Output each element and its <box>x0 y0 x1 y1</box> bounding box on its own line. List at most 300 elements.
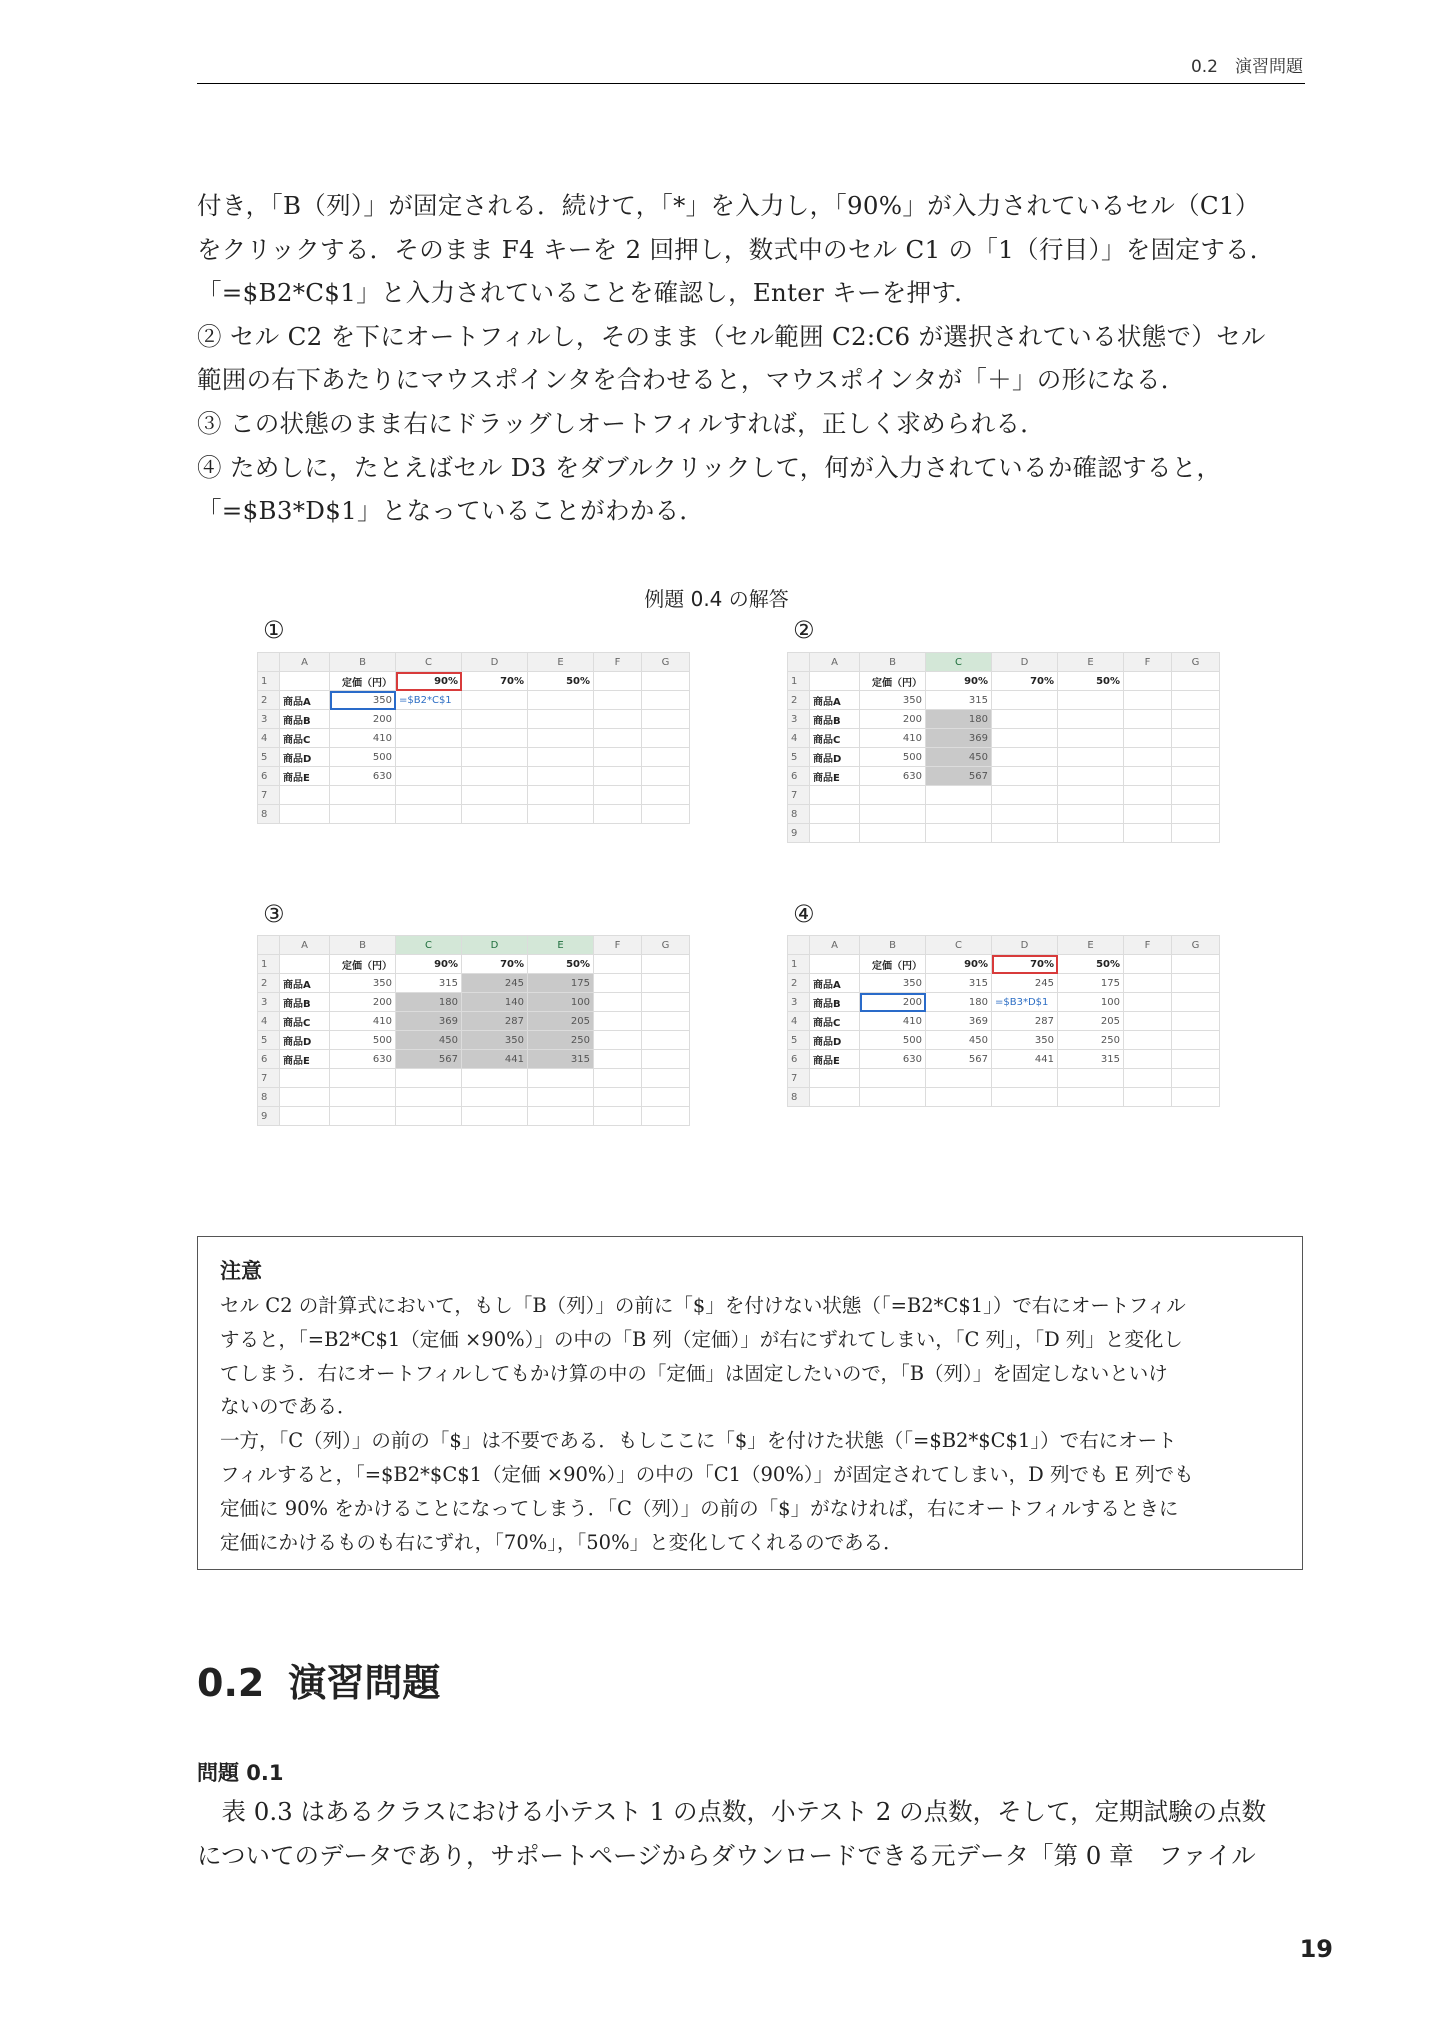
sheet-cell <box>528 710 594 729</box>
running-header: 0.2 演習問題 <box>1190 57 1303 77</box>
row-header: 7 <box>258 1069 280 1088</box>
sheet-cell <box>528 1069 594 1088</box>
sheet-cell <box>462 767 528 786</box>
sheet-cell <box>642 1012 690 1031</box>
sheet-cell <box>528 748 594 767</box>
sheet-cell: 90% <box>926 672 992 691</box>
column-header: F <box>1124 653 1172 672</box>
sheet-cell <box>860 824 926 843</box>
note-line: すると，「=B2*C$1（定価 ×90%）」の中の「B 列（定価）」が右にずれてしまい，「C 列」，「D 列」と変化し <box>220 1327 1183 1351</box>
sheet-cell: 315 <box>1058 1050 1124 1069</box>
page-number: 19 <box>1299 1935 1333 1963</box>
sheet-cell: 287 <box>992 1012 1058 1031</box>
column-header <box>258 653 280 672</box>
sheet-cell <box>280 805 330 824</box>
row-header: 5 <box>788 1031 810 1050</box>
row-header: 9 <box>258 1107 280 1126</box>
sheet-cell <box>860 1088 926 1107</box>
sheet-cell <box>1172 767 1220 786</box>
header-rule <box>197 83 1305 84</box>
row-header: 2 <box>258 974 280 993</box>
problem-line: 表 0.3 はあるクラスにおける小テスト 1 の点数，小テスト 2 の点数，そして，定期試験の点数 <box>221 1797 1267 1826</box>
sheet-cell <box>330 786 396 805</box>
row-header: 5 <box>258 1031 280 1050</box>
sheet-cell <box>992 786 1058 805</box>
sheet-cell: 315 <box>528 1050 594 1069</box>
sheet-cell <box>642 710 690 729</box>
sheet-cell: 350 <box>462 1031 528 1050</box>
sheet-cell <box>462 786 528 805</box>
sheet-cell: 350 <box>860 691 926 710</box>
note-line: てしまう．右にオートフィルしてもかけ算の中の「定価」は固定したいので，「B（列）」を固定しないといけ <box>220 1361 1168 1385</box>
sheet-cell: 205 <box>528 1012 594 1031</box>
sheet-cell: 175 <box>528 974 594 993</box>
sheet-cell <box>992 710 1058 729</box>
sheet-cell <box>992 805 1058 824</box>
problem-line: についてのデータであり，サポートページからダウンロードできる元データ「第 0 章 ファイル <box>197 1840 1256 1870</box>
sheet-cell <box>642 1069 690 1088</box>
column-header: F <box>594 653 642 672</box>
sheet-cell <box>594 805 642 824</box>
sheet-cell: 100 <box>528 993 594 1012</box>
sheet-cell <box>992 748 1058 767</box>
sheet-cell: 450 <box>926 1031 992 1050</box>
spreadsheet-step-4 <box>787 935 1220 1107</box>
row-header: 1 <box>788 955 810 974</box>
row-header: 5 <box>258 748 280 767</box>
sheet-cell: 定価（円） <box>330 955 396 974</box>
sheet-cell: 定価（円） <box>860 672 926 691</box>
sheet-cell: 630 <box>860 1050 926 1069</box>
sheet-cell <box>1172 672 1220 691</box>
sheet-cell <box>396 767 462 786</box>
column-header <box>788 936 810 955</box>
column-header: G <box>1172 936 1220 955</box>
sheet-cell <box>642 691 690 710</box>
sheet-cell: 70% <box>462 672 528 691</box>
sheet-cell <box>462 805 528 824</box>
sheet-cell: 商品A <box>280 691 330 710</box>
sheet-cell <box>1124 1050 1172 1069</box>
sheet-cell <box>528 1107 594 1126</box>
sheet-cell <box>992 767 1058 786</box>
sheet-cell <box>1124 748 1172 767</box>
sheet-cell <box>642 1107 690 1126</box>
sheet-cell <box>1058 691 1124 710</box>
sheet-cell <box>1172 1012 1220 1031</box>
sheet-cell <box>642 805 690 824</box>
body-line: をクリックする．そのまま F4 キーを 2 回押し，数式中のセル C1 の「1（行目）」を固定する． <box>197 234 1275 264</box>
step-marker-4: ④ <box>793 900 815 928</box>
sheet-cell: 245 <box>462 974 528 993</box>
row-header: 3 <box>258 710 280 729</box>
sheet-cell: 定価（円） <box>860 955 926 974</box>
sheet-cell <box>594 974 642 993</box>
sheet-cell: 350 <box>330 691 396 710</box>
column-header <box>258 936 280 955</box>
row-header: 7 <box>788 1069 810 1088</box>
sheet-cell: 410 <box>330 729 396 748</box>
sheet-cell <box>594 1107 642 1126</box>
sheet-cell <box>992 729 1058 748</box>
sheet-cell <box>642 786 690 805</box>
sheet-cell <box>1124 993 1172 1012</box>
sheet-cell: 商品D <box>280 748 330 767</box>
column-header: A <box>280 936 330 955</box>
column-header <box>788 653 810 672</box>
row-header: 4 <box>258 1012 280 1031</box>
sheet-cell: 50% <box>1058 955 1124 974</box>
sheet-cell <box>810 672 860 691</box>
sheet-cell: 245 <box>992 974 1058 993</box>
sheet-cell: 630 <box>860 767 926 786</box>
column-header: A <box>280 653 330 672</box>
sheet-cell: 350 <box>330 974 396 993</box>
sheet-cell <box>528 767 594 786</box>
figure-caption: 例題 0.4 の解答 <box>644 587 789 611</box>
sheet-cell <box>1124 1069 1172 1088</box>
spreadsheet-step-1 <box>257 652 690 824</box>
row-header: 6 <box>788 767 810 786</box>
sheet-cell <box>280 1088 330 1107</box>
sheet-cell <box>594 1050 642 1069</box>
row-header: 6 <box>788 1050 810 1069</box>
sheet-cell <box>1058 1088 1124 1107</box>
sheet-cell <box>642 1050 690 1069</box>
row-header: 7 <box>258 786 280 805</box>
sheet-cell <box>1124 1012 1172 1031</box>
sheet-cell <box>992 1069 1058 1088</box>
sheet-cell: 180 <box>396 993 462 1012</box>
sheet-cell: 70% <box>992 672 1058 691</box>
sheet-cell <box>1124 1031 1172 1050</box>
sheet-cell <box>1058 710 1124 729</box>
sheet-cell: 70% <box>992 955 1058 974</box>
sheet-cell: 441 <box>992 1050 1058 1069</box>
sheet-cell <box>810 1069 860 1088</box>
sheet-cell <box>1058 767 1124 786</box>
sheet-cell <box>1172 1031 1220 1050</box>
sheet-cell: 50% <box>528 672 594 691</box>
sheet-cell: 315 <box>396 974 462 993</box>
step-marker-2: ② <box>793 616 815 644</box>
sheet-cell <box>926 824 992 843</box>
row-header: 6 <box>258 767 280 786</box>
sheet-cell <box>642 993 690 1012</box>
sheet-cell: 商品E <box>810 1050 860 1069</box>
sheet-cell <box>926 805 992 824</box>
sheet-cell: 567 <box>396 1050 462 1069</box>
sheet-cell <box>1172 993 1220 1012</box>
sheet-cell <box>280 786 330 805</box>
sheet-cell: 90% <box>396 672 462 691</box>
column-header: D <box>992 936 1058 955</box>
sheet-cell <box>1124 767 1172 786</box>
note-line: 一方，「C（列）」の前の「$」は不要である．もしここに「$」を付けた状態（「=$B2*$C$1」）で右にオート <box>220 1429 1177 1453</box>
sheet-cell <box>280 1069 330 1088</box>
sheet-cell: 500 <box>330 1031 396 1050</box>
row-header: 8 <box>258 1088 280 1107</box>
sheet-cell <box>528 1088 594 1107</box>
sheet-cell: 500 <box>330 748 396 767</box>
note-box <box>197 1236 1303 1570</box>
sheet-cell <box>462 1088 528 1107</box>
row-header: 2 <box>788 691 810 710</box>
note-line: ないのである． <box>220 1395 357 1419</box>
sheet-cell <box>462 1069 528 1088</box>
column-header: A <box>810 653 860 672</box>
sheet-cell <box>1124 955 1172 974</box>
sheet-cell: 410 <box>860 1012 926 1031</box>
column-header: C <box>926 936 992 955</box>
sheet-cell: =$B2*C$1 <box>396 691 462 710</box>
column-header: C <box>396 936 462 955</box>
sheet-cell: 商品C <box>280 729 330 748</box>
row-header: 7 <box>788 786 810 805</box>
sheet-cell: =$B3*D$1 <box>992 993 1058 1012</box>
sheet-cell: 287 <box>462 1012 528 1031</box>
column-header: D <box>992 653 1058 672</box>
row-header: 8 <box>788 1088 810 1107</box>
sheet-cell <box>1058 786 1124 805</box>
sheet-cell: 140 <box>462 993 528 1012</box>
sheet-cell <box>642 729 690 748</box>
column-header: F <box>594 936 642 955</box>
column-header: G <box>642 936 690 955</box>
sheet-cell <box>396 805 462 824</box>
row-header: 4 <box>258 729 280 748</box>
sheet-cell <box>594 767 642 786</box>
sheet-cell <box>1172 1069 1220 1088</box>
sheet-cell <box>330 1088 396 1107</box>
sheet-cell <box>992 824 1058 843</box>
sheet-cell: 180 <box>926 710 992 729</box>
sheet-cell: 商品B <box>280 710 330 729</box>
sheet-cell <box>594 748 642 767</box>
column-header: D <box>462 936 528 955</box>
column-header: B <box>860 653 926 672</box>
sheet-cell: 250 <box>528 1031 594 1050</box>
sheet-cell: 630 <box>330 767 396 786</box>
body-text <box>197 184 1305 533</box>
sheet-cell <box>462 748 528 767</box>
body-line: 付き，「B（列）」が固定される．続けて，「*」を入力し，「90%」が入力されているセル（C1） <box>197 191 1260 220</box>
sheet-cell <box>810 786 860 805</box>
body-line: ③ この状態のまま右にドラッグしオートフィルすれば，正しく求められる． <box>197 408 1046 438</box>
sheet-cell <box>528 786 594 805</box>
sheet-cell <box>860 786 926 805</box>
sheet-cell <box>280 955 330 974</box>
sheet-cell: 商品E <box>280 767 330 786</box>
spreadsheet-step-3 <box>257 935 690 1126</box>
sheet-cell <box>1124 729 1172 748</box>
sheet-cell <box>810 824 860 843</box>
sheet-cell <box>396 1069 462 1088</box>
sheet-cell: 450 <box>926 748 992 767</box>
sheet-cell: 商品C <box>810 1012 860 1031</box>
sheet-cell: 200 <box>860 993 926 1012</box>
sheet-cell <box>528 691 594 710</box>
sheet-cell <box>1172 824 1220 843</box>
sheet-cell <box>642 1031 690 1050</box>
sheet-cell: 205 <box>1058 1012 1124 1031</box>
sheet-cell: 商品E <box>810 767 860 786</box>
sheet-cell <box>642 672 690 691</box>
sheet-cell <box>1172 691 1220 710</box>
sheet-cell: 200 <box>330 710 396 729</box>
section-title: 演習問題 <box>288 1661 441 1705</box>
sheet-cell <box>462 1107 528 1126</box>
column-header: B <box>330 936 396 955</box>
sheet-cell <box>1172 710 1220 729</box>
sheet-cell <box>330 1069 396 1088</box>
sheet-cell: 90% <box>396 955 462 974</box>
column-header: G <box>1172 653 1220 672</box>
column-header: B <box>860 936 926 955</box>
sheet-cell <box>594 955 642 974</box>
sheet-cell <box>1124 710 1172 729</box>
sheet-cell <box>594 786 642 805</box>
sheet-cell <box>594 1069 642 1088</box>
sheet-cell: 100 <box>1058 993 1124 1012</box>
sheet-cell <box>810 1088 860 1107</box>
sheet-cell <box>926 1088 992 1107</box>
sheet-cell: 商品B <box>810 710 860 729</box>
sheet-cell <box>280 672 330 691</box>
body-line: ② セル C2 を下にオートフィルし，そのまま（セル範囲 C2:C6 が選択されている状態で）セル <box>197 321 1266 351</box>
note-line: 定価にかけるものも右にずれ，「70%」，「50%」と変化してくれるのである． <box>220 1530 903 1554</box>
note-line: フィルすると，「=$B2*$C$1（定価 ×90%）」の中の「C1（90%）」が固定されてしまい，D 列でも E 列でも <box>220 1462 1194 1486</box>
sheet-cell: 410 <box>860 729 926 748</box>
sheet-cell <box>1172 955 1220 974</box>
sheet-cell <box>992 691 1058 710</box>
sheet-cell: 175 <box>1058 974 1124 993</box>
sheet-cell <box>594 1012 642 1031</box>
section-heading <box>197 1652 440 1707</box>
row-header: 1 <box>258 955 280 974</box>
body-line: 「=$B3*D$1」となっていることがわかる． <box>197 496 705 526</box>
sheet-cell <box>396 786 462 805</box>
sheet-cell <box>396 710 462 729</box>
sheet-cell <box>462 710 528 729</box>
sheet-cell: 商品A <box>280 974 330 993</box>
sheet-cell: 315 <box>926 974 992 993</box>
row-header: 2 <box>788 974 810 993</box>
sheet-cell: 369 <box>926 729 992 748</box>
column-header: D <box>462 653 528 672</box>
sheet-cell <box>1124 1088 1172 1107</box>
sheet-cell <box>1172 786 1220 805</box>
sheet-cell <box>594 1031 642 1050</box>
sheet-cell: 369 <box>396 1012 462 1031</box>
problem-heading: 問題 0.1 <box>197 1761 284 1785</box>
sheet-cell <box>926 1069 992 1088</box>
sheet-cell: 商品E <box>280 1050 330 1069</box>
sheet-cell: 商品C <box>280 1012 330 1031</box>
note-title: 注意 <box>220 1259 262 1283</box>
sheet-cell <box>330 805 396 824</box>
sheet-cell <box>594 1088 642 1107</box>
row-header: 4 <box>788 729 810 748</box>
sheet-cell: 180 <box>926 993 992 1012</box>
spreadsheet-step-2 <box>787 652 1220 843</box>
sheet-cell <box>1058 824 1124 843</box>
sheet-cell <box>396 1088 462 1107</box>
sheet-cell: 商品A <box>810 974 860 993</box>
sheet-cell: 200 <box>860 710 926 729</box>
column-header: E <box>1058 936 1124 955</box>
step-marker-1: ① <box>263 616 285 644</box>
sheet-cell <box>1124 672 1172 691</box>
column-header: E <box>528 936 594 955</box>
sheet-cell: 441 <box>462 1050 528 1069</box>
column-header: G <box>642 653 690 672</box>
problem-text <box>197 1790 1305 1877</box>
sheet-cell: 500 <box>860 1031 926 1050</box>
sheet-cell: 商品B <box>280 993 330 1012</box>
sheet-cell: 定価（円） <box>330 672 396 691</box>
sheet-cell: 369 <box>926 1012 992 1031</box>
column-header: C <box>926 653 992 672</box>
sheet-cell <box>1124 691 1172 710</box>
sheet-cell: 350 <box>860 974 926 993</box>
step-marker-3: ③ <box>263 900 285 928</box>
column-header: F <box>1124 936 1172 955</box>
sheet-cell <box>1172 1050 1220 1069</box>
sheet-cell: 350 <box>992 1031 1058 1050</box>
sheet-cell: 商品D <box>280 1031 330 1050</box>
sheet-cell <box>594 672 642 691</box>
row-header: 4 <box>788 1012 810 1031</box>
sheet-cell <box>1058 805 1124 824</box>
sheet-cell <box>642 974 690 993</box>
sheet-cell: 商品D <box>810 1031 860 1050</box>
sheet-cell <box>462 729 528 748</box>
column-header: B <box>330 653 396 672</box>
sheet-cell <box>396 748 462 767</box>
sheet-cell <box>1124 824 1172 843</box>
sheet-cell <box>642 1088 690 1107</box>
sheet-cell: 70% <box>462 955 528 974</box>
sheet-cell: 商品B <box>810 993 860 1012</box>
sheet-cell <box>860 805 926 824</box>
row-header: 1 <box>258 672 280 691</box>
sheet-cell <box>1124 974 1172 993</box>
sheet-cell <box>396 729 462 748</box>
sheet-cell: 50% <box>528 955 594 974</box>
sheet-cell <box>1058 748 1124 767</box>
row-header: 1 <box>788 672 810 691</box>
sheet-cell: 200 <box>330 993 396 1012</box>
column-header: C <box>396 653 462 672</box>
note-line: セル C2 の計算式において，もし「B（列）」の前に「$」を付けない状態（「=B2*C$1」）で右にオートフィル <box>220 1294 1186 1317</box>
sheet-cell <box>330 1107 396 1126</box>
body-line: 「=$B2*C$1」と入力されていることを確認し，Enter キーを押す． <box>197 278 980 308</box>
sheet-cell <box>396 1107 462 1126</box>
row-header: 3 <box>788 710 810 729</box>
column-header: A <box>810 936 860 955</box>
sheet-cell <box>992 1088 1058 1107</box>
sheet-cell <box>594 993 642 1012</box>
sheet-cell: 410 <box>330 1012 396 1031</box>
sheet-cell: 商品C <box>810 729 860 748</box>
sheet-cell: 567 <box>926 1050 992 1069</box>
sheet-cell <box>810 805 860 824</box>
row-header: 9 <box>788 824 810 843</box>
sheet-cell <box>1172 805 1220 824</box>
sheet-cell <box>1172 1088 1220 1107</box>
sheet-cell: 500 <box>860 748 926 767</box>
